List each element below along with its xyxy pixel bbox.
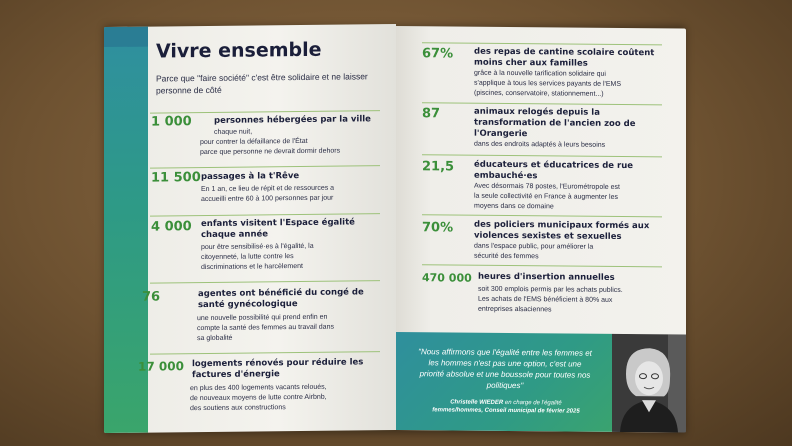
stat-heading: logements rénovés pour réduire les factures d'énergie <box>192 357 364 381</box>
stat-divider <box>150 165 380 168</box>
desc-line: Avec désormais 78 postes, l'Eurométropole est <box>474 182 620 191</box>
stat-divider <box>150 280 380 283</box>
page-title: Vivre ensemble <box>156 38 322 63</box>
desc-line: soit 300 emplois permis par les achats publics. <box>478 285 623 294</box>
desc-line: discriminations et le harcèlement <box>201 262 303 272</box>
desc-line: de nouveaux moyens de lutte contre Airbnb, <box>190 393 327 403</box>
desc-line: (piscines, conservatoire, stationnement...) <box>474 89 604 98</box>
stat-description <box>201 183 391 205</box>
intro-text: Parce que "faire société" c'est être solidaire et ne laisser personne de côté <box>156 71 368 96</box>
stat-number: 11 500 <box>151 170 201 186</box>
quote-box <box>396 332 612 432</box>
desc-line: chaque nuit, <box>214 128 253 136</box>
desc-line: dans des endroits adaptés à leurs besoins <box>474 140 606 149</box>
stat-description <box>200 126 390 158</box>
desc-line: s'applique à tous les services payants de l'EMS <box>474 79 622 88</box>
quote-text: "Nous affirmons que l'égalité entre les femmes et les hommes n'est pas une option, c'est une priorité absolue et une boussole pour toutes nos politiques" <box>418 347 592 391</box>
desc-line: compte la santé des femmes au travail dans <box>197 323 334 333</box>
desc-line: sa globalité <box>197 334 233 343</box>
stat-heading: animaux relogés depuis la transformation de l'ancien zoo de l'Orangerie <box>474 106 636 140</box>
stat-number: 4 000 <box>151 219 192 235</box>
stat-number: 1 000 <box>151 114 192 130</box>
portrait-photo <box>612 334 686 433</box>
stat-description <box>474 140 679 152</box>
stat-heading: des repas de cantine scolaire coûtent moins cher aux familles <box>474 46 655 69</box>
stat-heading: agentes ont bénéficié du congé de santé gynécologique <box>198 287 364 311</box>
stat-heading: enfants visitent l'Espace égalité chaque année <box>201 217 355 241</box>
desc-line: pour contrer la défaillance de l'État <box>200 137 308 147</box>
stat-number: 470 000 <box>422 271 472 285</box>
quote-author <box>410 398 602 416</box>
stat-description <box>474 182 679 214</box>
stat-description <box>478 285 683 317</box>
desc-line: accueilli entre 60 à 100 personnes par jour <box>201 194 334 204</box>
desc-line: des soutiens aux constructions <box>190 404 286 413</box>
stat-divider <box>422 102 662 105</box>
stat-divider <box>422 42 662 45</box>
stat-number: 21,5 <box>422 159 455 175</box>
stat-number: 67% <box>422 46 454 62</box>
stat-description <box>197 312 387 344</box>
desc-line: grâce à la nouvelle tarification solidaire qui <box>474 69 606 78</box>
stat-heading: passages à la t'Rêve <box>201 171 300 183</box>
desc-line: moyens dans ce domaine <box>474 202 554 211</box>
stat-description <box>190 382 390 414</box>
left-band-top <box>104 27 148 47</box>
left-page <box>104 24 396 433</box>
desc-line: dans l'espace public, pour améliorer la <box>474 242 594 251</box>
stat-heading: des policiers municipaux formés aux violences sexistes et sexuelles <box>474 219 650 242</box>
desc-line: Les achats de l'EMS bénéficient à 80% aux <box>478 295 613 304</box>
left-page-content <box>138 24 396 433</box>
desc-line: la seule collectivité en France à augmenter les <box>474 192 618 201</box>
stat-description <box>474 242 679 264</box>
portrait-illustration <box>612 334 686 433</box>
quote-author-role: en charge de l'égalité <box>504 399 562 407</box>
stat-description <box>201 241 391 273</box>
desc-line: en plus des 400 logements vacants reloués, <box>190 383 327 393</box>
stat-description <box>474 69 679 101</box>
stat-divider <box>422 154 662 157</box>
stat-divider <box>150 351 380 354</box>
desc-line: pour être sensibilisé·es à l'égalité, la <box>201 242 314 252</box>
stat-number: 76 <box>142 289 161 305</box>
desc-line: parce que personne ne devrait dormir dehors <box>200 147 341 157</box>
desc-line: En 1 an, ce lieu de répit et de ressources a <box>201 184 335 194</box>
stat-heading: heures d'insertion annuelles <box>478 271 615 283</box>
stat-heading: éducateurs et éducatrices de rue embauché·es <box>474 159 634 182</box>
right-page <box>396 26 686 433</box>
stat-heading: personnes hébergées par la ville <box>214 114 371 126</box>
stat-number: 70% <box>422 220 454 236</box>
stat-number: 87 <box>422 106 441 122</box>
stat-number: 17 000 <box>138 359 184 374</box>
stat-divider <box>150 213 380 216</box>
quote-author-name: Christelle WIEDER <box>450 399 504 406</box>
quote-author-role-detail: femmes/hommes, Conseil municipal de février 2025 <box>432 407 580 415</box>
desc-line: citoyenneté, la lutte contre les <box>201 253 294 262</box>
stat-divider <box>150 110 380 113</box>
desc-line: sécurité des femmes <box>474 252 539 261</box>
stat-divider <box>422 264 662 267</box>
desc-line: entreprises alsaciennes <box>478 305 552 314</box>
stat-divider <box>422 214 662 217</box>
desc-line: une nouvelle possibilité qui prend enfin en <box>197 313 328 323</box>
